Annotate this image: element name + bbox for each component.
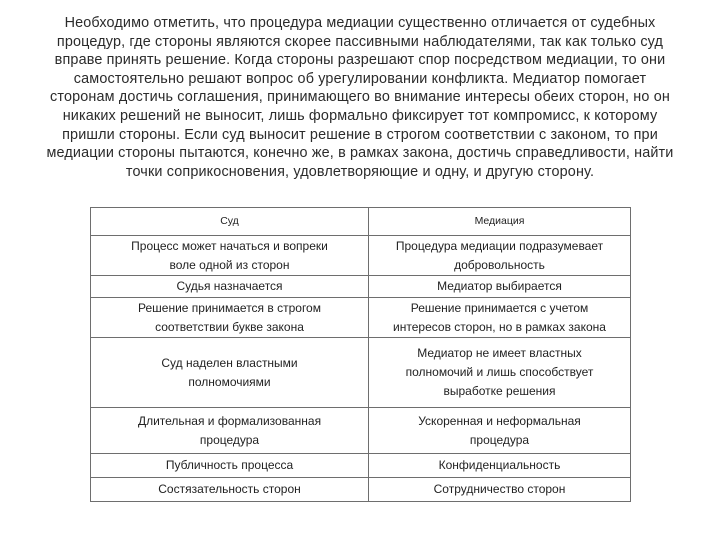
cell-line: Публичность процесса xyxy=(165,458,294,472)
paragraph-line: процедур, где стороны являются скорее пассивными наблюдателями, так как только суд xyxy=(56,33,664,50)
paragraph-line: точки соприкосновения, удовлетворяющие и одну, и другую сторону. xyxy=(125,163,595,180)
cell-line: Конфиденциальность xyxy=(438,458,561,472)
mediation-cell xyxy=(369,276,631,298)
mediation-cell xyxy=(369,408,631,454)
cell-line: Медиатор выбирается xyxy=(437,279,562,293)
table-row xyxy=(91,408,631,454)
cell-line: воле одной из сторон xyxy=(169,257,290,272)
mediation-cell xyxy=(369,478,631,502)
court-cell xyxy=(91,298,369,338)
cell-line: Длительная и формализованная xyxy=(137,413,322,428)
mediation-cell xyxy=(369,338,631,408)
court-cell xyxy=(91,478,369,502)
court-cell xyxy=(91,454,369,478)
cell-line: Судья назначается xyxy=(176,279,283,293)
paragraph-line: пришли стороны. Если суд выносит решение в строгом соответствии с законом, то при xyxy=(62,126,658,143)
cell-line: Процедура медиации подразумевает xyxy=(395,238,604,253)
paragraph-line: Необходимо отметить, что процедура медиации существенно отличается от судебных xyxy=(64,15,656,31)
cell-line: процедура xyxy=(469,432,530,447)
cell-line: полномочий и лишь способствует xyxy=(405,365,594,379)
court-cell xyxy=(91,338,369,408)
cell-line: интересов сторон, но в рамках закона xyxy=(393,319,606,334)
table-header-row xyxy=(91,208,631,236)
mediation-cell xyxy=(369,298,631,338)
cell-line: выработке решения xyxy=(443,384,556,398)
table-row xyxy=(91,478,631,502)
table-row xyxy=(91,276,631,298)
paragraph-line: медиации стороны пытаются, конечно же, в рамках закона, достичь справедливости, найти xyxy=(46,145,674,162)
cell-line: Сотрудничество сторон xyxy=(433,482,566,496)
cell-line: Суд наделен властными xyxy=(161,355,298,370)
court-cell xyxy=(91,276,369,298)
table-row xyxy=(91,338,631,408)
paragraph-line: сторонам достичь соглашения, принимающего во внимание интересы обеих сторон, но он xyxy=(50,89,670,106)
paragraph-line: самостоятельно решают вопрос об урегулировании конфликта. Медиатор помогает xyxy=(73,70,647,87)
table-row xyxy=(91,298,631,338)
cell-line: соответствии букве закона xyxy=(155,319,304,334)
mediation-cell xyxy=(369,236,631,276)
cell-line: полномочиями xyxy=(188,374,271,389)
cell-line: добровольность xyxy=(454,257,545,272)
cell-line: процедура xyxy=(199,432,260,447)
header-mediation: Медиация xyxy=(369,208,631,236)
comparison-table xyxy=(90,207,631,502)
cell-line: Ускоренная и неформальная xyxy=(418,413,581,428)
table-row xyxy=(91,454,631,478)
cell-line: Решение принимается с учетом xyxy=(410,300,589,315)
mediation-cell xyxy=(369,454,631,478)
cell-line: Решение принимается в строгом xyxy=(138,300,321,315)
court-cell xyxy=(91,408,369,454)
header-court: Суд xyxy=(91,208,369,236)
paragraph-line: вправе принять решение. Когда стороны разрешают спор посредством медиации, то они xyxy=(54,52,666,69)
cell-line: Медиатор не имеет властных xyxy=(417,346,582,360)
paragraph-line: никаких решений не выносит, лишь формально фиксирует тот компромисс, к которому xyxy=(62,107,658,124)
intro-paragraph xyxy=(36,14,684,181)
cell-line: Процесс может начаться и вопреки xyxy=(131,238,328,253)
cell-line: Состязательность сторон xyxy=(158,482,301,496)
table-row xyxy=(91,236,631,276)
court-cell xyxy=(91,236,369,276)
